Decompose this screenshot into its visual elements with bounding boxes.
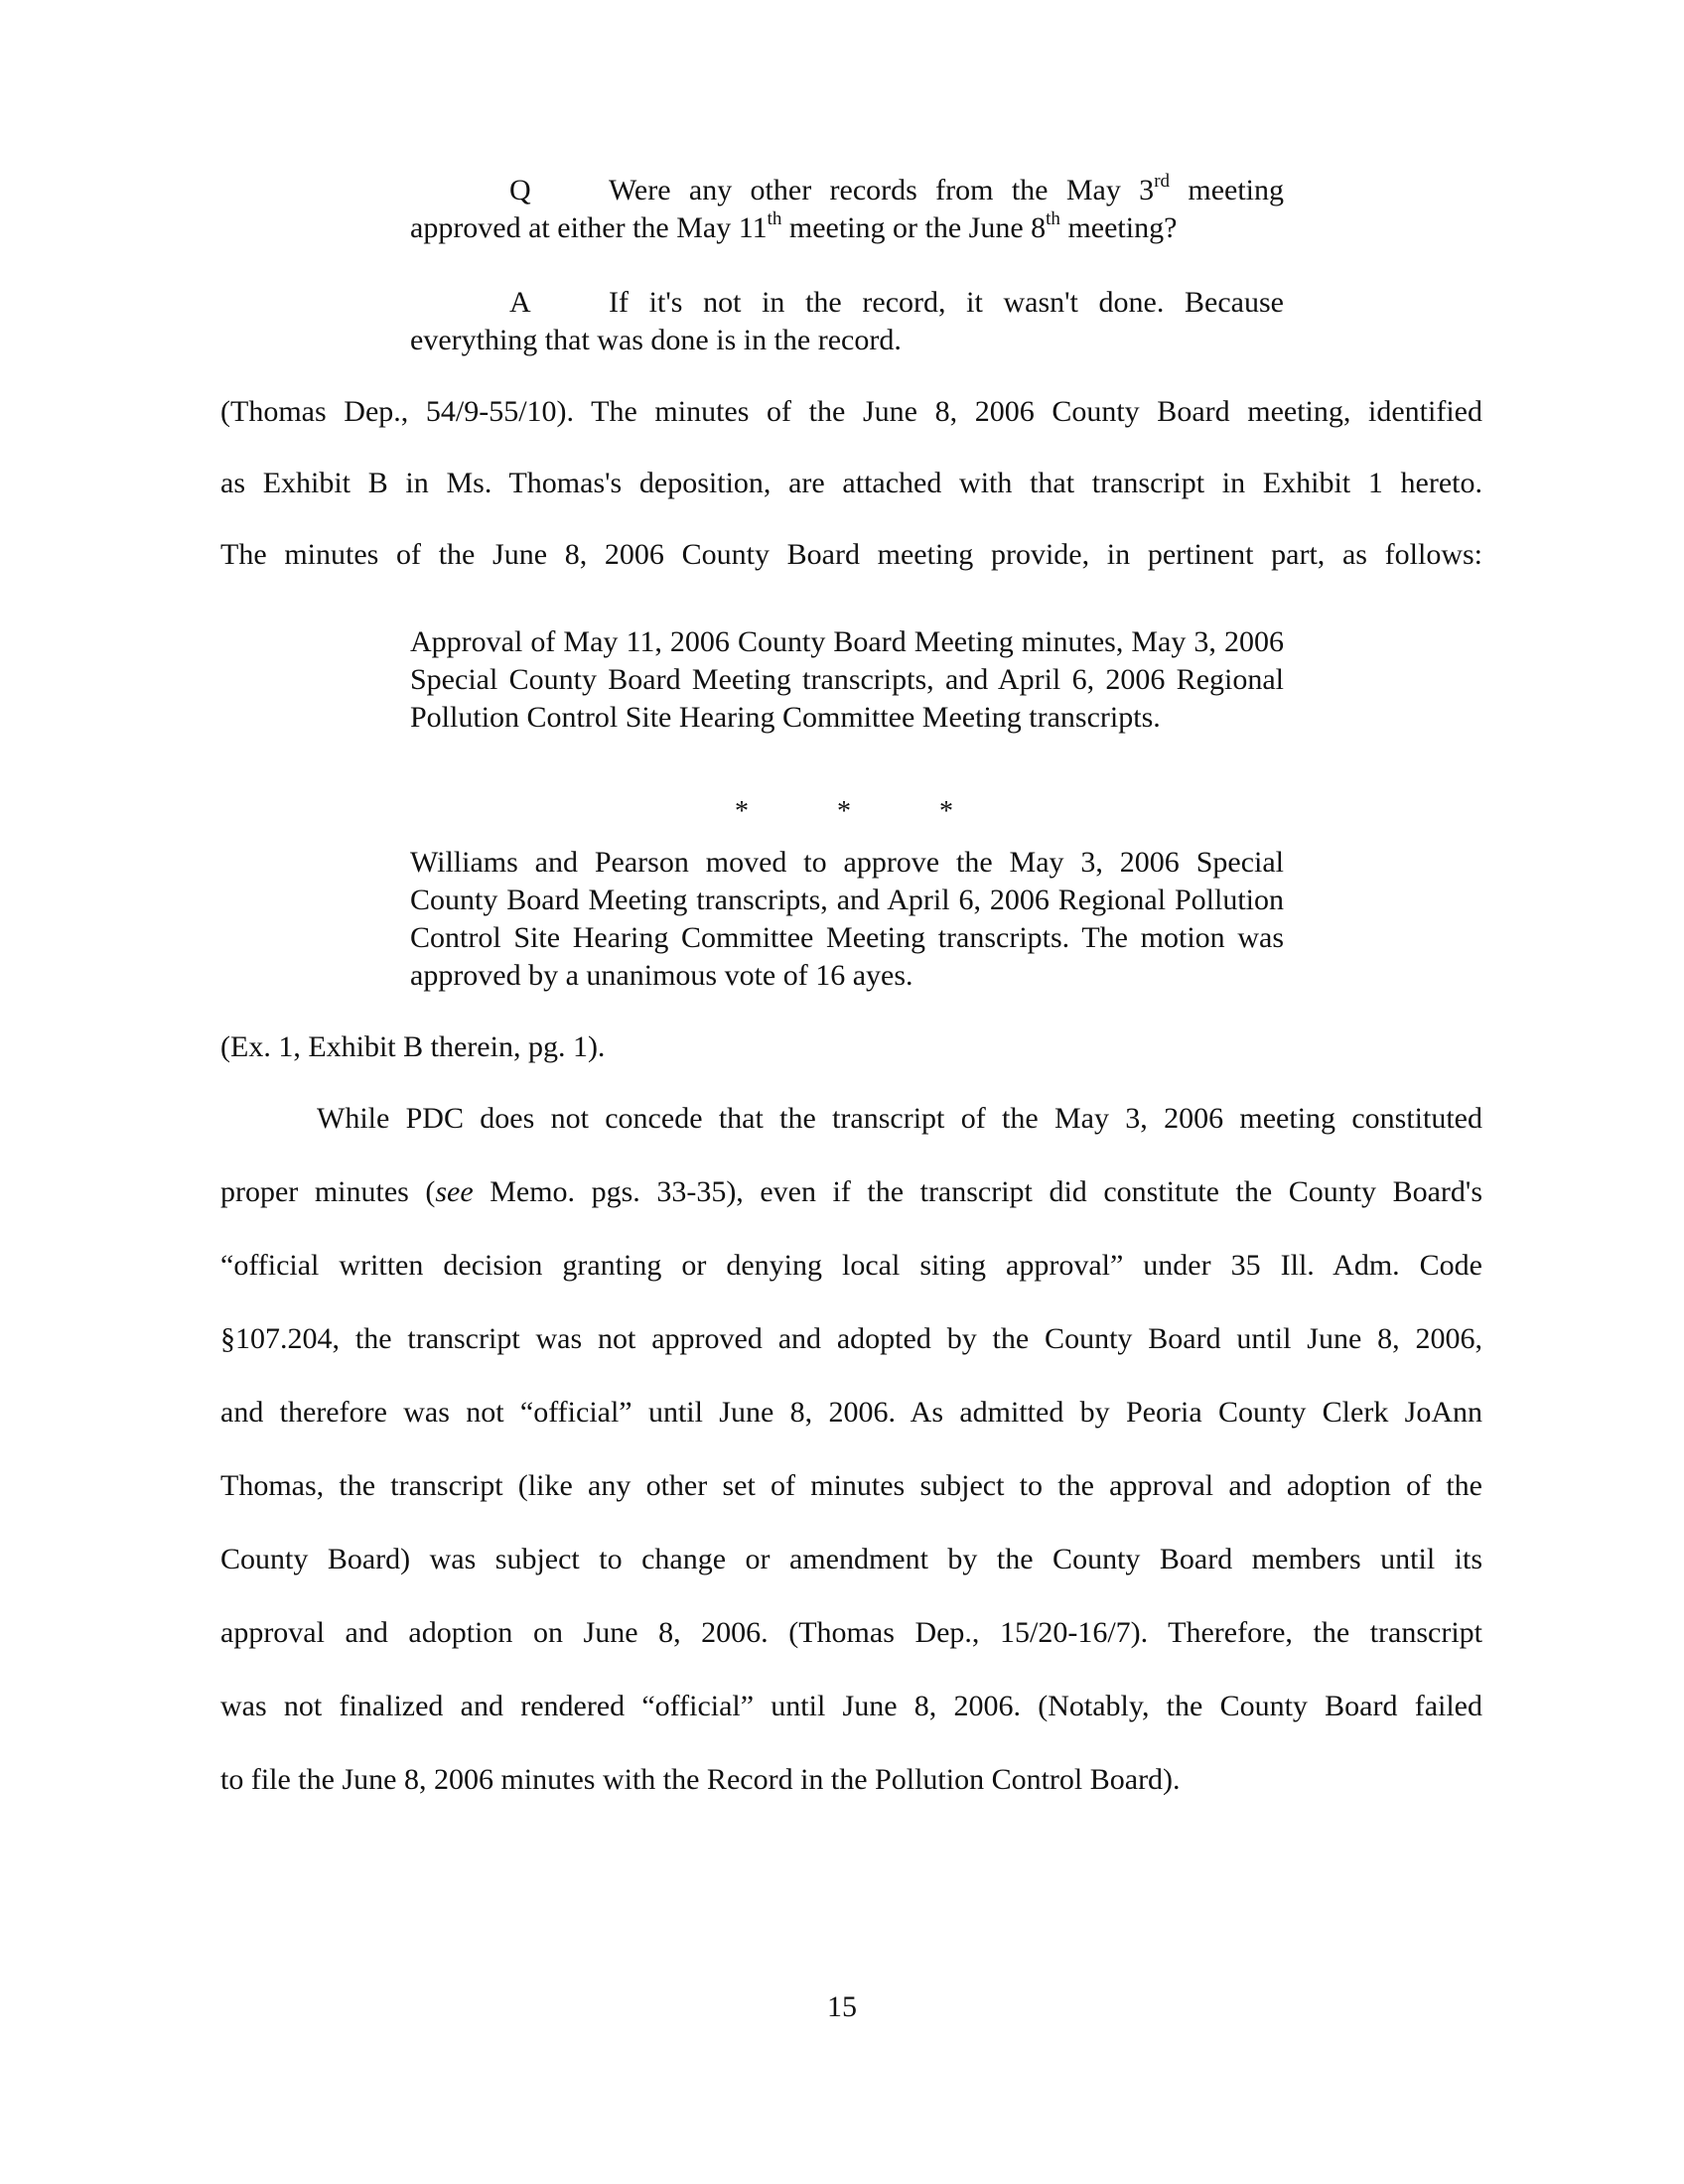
answer-label: A: [509, 286, 531, 319]
paragraph-line: [220, 1173, 1482, 1211]
paragraph-line: to file the June 8, 2006 minutes with the Record in the Pollution Control Board).: [220, 1763, 1181, 1796]
paragraph-line: approval and adoption on June 8, 2006. (Thomas Dep., 15/20-16/7). Therefore, the transcript: [220, 1616, 1482, 1649]
paragraph-line: as Exhibit B in Ms. Thomas's deposition, are attached with that transcript in Exhibit 1 hereto.: [220, 467, 1482, 499]
star-separator: *: [837, 796, 851, 827]
paragraph-line: While PDC does not concede that the transcript of the May 3, 2006 meeting constituted: [317, 1102, 1482, 1135]
citation: (Ex. 1, Exhibit B therein, pg. 1).: [220, 1030, 606, 1063]
block-quote-approval: Approval of May 11, 2006 County Board Meeting minutes, May 3, 2006 Special County Board Meeting transcripts, and April 6, 2006 Regional Pollution Control Site Hearing Committee Meeting transcripts.: [410, 625, 1284, 734]
text-segment: Memo. pgs. 33-35), even if the transcript did constitute the County Board's: [473, 1175, 1482, 1208]
question-text: Were any other records from the May 3rd meeting approved at either the May 11th meeting or the June 8th meeting?: [410, 171, 1285, 244]
italic-signal: see: [435, 1175, 474, 1208]
star-separator: *: [939, 796, 953, 827]
ellipsis-stars: [735, 796, 953, 828]
answer-block: [410, 284, 1284, 359]
paragraph-line: Thomas, the transcript (like any other set of minutes subject to the approval and adoption of the: [220, 1469, 1482, 1502]
paragraph-line: (Thomas Dep., 54/9-55/10). The minutes of the June 8, 2006 County Board meeting, identified: [220, 395, 1482, 428]
paragraph-line: County Board) was subject to change or amendment by the County Board members until its: [220, 1543, 1482, 1575]
block-quote-motion: Williams and Pearson moved to approve the May 3, 2006 Special County Board Meeting transcripts, and April 6, 2006 Regional Pollution Control Site Hearing Committee Meeting transcripts. The motion was approved by a unanimous vote of 16 ayes.: [410, 846, 1284, 992]
star-separator: *: [735, 796, 749, 827]
page-number: 15: [827, 1990, 857, 2023]
paragraph-line: and therefore was not “official” until June 8, 2006. As admitted by Peoria County Clerk JoAnn: [220, 1396, 1482, 1429]
text-segment: proper minutes (: [220, 1175, 436, 1208]
question-block: [410, 172, 1284, 247]
question-label: Q: [509, 174, 531, 206]
answer-text: If it's not in the record, it wasn't done. Because everything that was done is in the record.: [410, 286, 1284, 356]
paragraph-line: “official written decision granting or denying local siting approval” under 35 Ill. Adm. Code: [220, 1249, 1482, 1282]
paragraph-line: §107.204, the transcript was not approved and adopted by the County Board until June 8, 2006,: [220, 1322, 1482, 1355]
paragraph-line: was not finalized and rendered “official” until June 8, 2006. (Notably, the County Board failed: [220, 1690, 1482, 1722]
paragraph-line: The minutes of the June 8, 2006 County Board meeting provide, in pertinent part, as follows:: [220, 538, 1482, 571]
